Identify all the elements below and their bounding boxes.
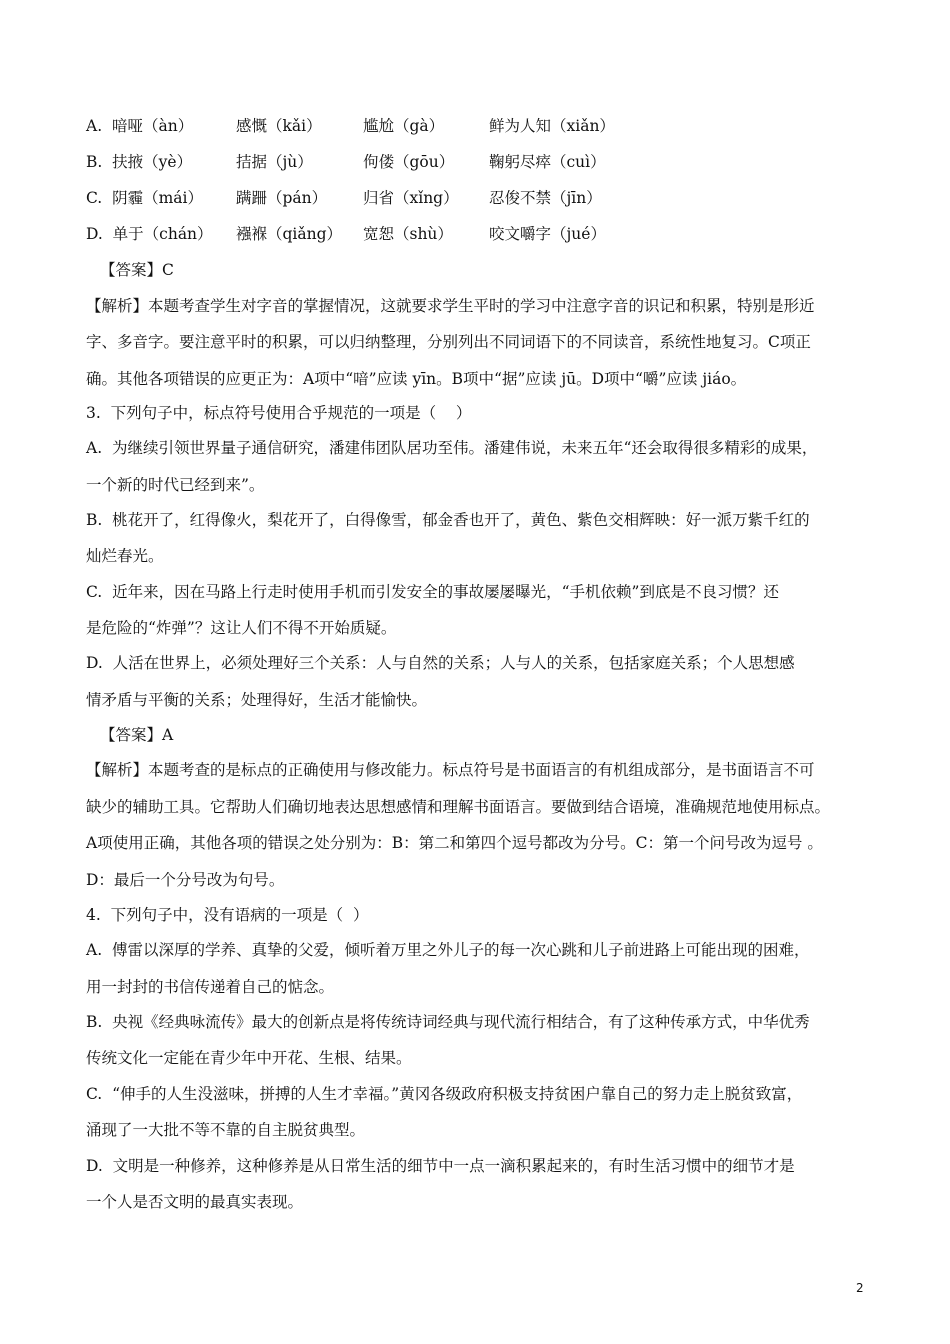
question-option-continued: 用一封封的书信传递着自己的惦念。: [86, 978, 335, 996]
option-item: A. 喑哑（àn）: [86, 117, 194, 135]
question-3-stem: 3. 下列句子中，标点符号使用合乎规范的一项是（ ）: [86, 404, 472, 422]
option-item: 归省（xǐng）: [363, 189, 459, 207]
question-option: A. 为继续引领世界量子通信研究，潘建伟团队居功至伟。潘建伟说，未来五年“还会取得很多精彩的成果，: [86, 439, 818, 457]
question-option-continued: 一个人是否文明的最真实表现。: [86, 1193, 304, 1211]
option-item: 宽恕（shù）: [363, 225, 453, 243]
question-option-continued: 情矛盾与平衡的关系；处理得好，生活才能愉快。: [86, 691, 428, 709]
option-item: 襁褓（qiǎng）: [236, 225, 343, 243]
question-option: C. 近年来，因在马路上行走时使用手机而引发安全的事故屡屡曝光，“手机依赖”到底是不良习惯？还: [86, 583, 779, 601]
question-option: D. 人活在世界上，必须处理好三个关系：人与自然的关系；人与人的关系，包括家庭关系；个人思想感: [86, 654, 795, 672]
option-item: 鲜为人知（xiǎn）: [489, 117, 615, 135]
question-option-continued: 是危险的“炸弹”？这让人们不得不开始质疑。: [86, 619, 397, 637]
option-item: 蹒跚（pán）: [236, 189, 328, 207]
question-option: A. 傅雷以深厚的学养、真挚的父爱，倾听着万里之外儿子的每一次心跳和儿子前进路上可能出现的困难，: [86, 941, 810, 959]
question-option-continued: 灿烂春光。: [86, 547, 164, 565]
analysis-text: 【解析】本题考查学生对字音的掌握情况，这就要求学生平时的学习中注意字音的识记和积累，特别是形近: [86, 297, 815, 315]
option-item: 佝偻（gōu）: [363, 153, 455, 171]
option-item: 鞠躬尽瘁（cuì）: [489, 153, 606, 171]
analysis-text: 字、多音字。要注意平时的积累，可以归纳整理，分别列出不同词语下的不同读音，系统性地复习。C项正: [86, 333, 811, 351]
question-option: C. “伸手的人生没滋味，拼搏的人生才幸福。”黄冈各级政府积极支持贫困户靠自己的努力走上脱贫致富，: [86, 1085, 803, 1103]
option-item: 拮据（jù）: [236, 153, 313, 171]
question-option-continued: 涌现了一大批不等不靠的自主脱贫典型。: [86, 1121, 366, 1139]
question-option: D. 文明是一种修养，这种修养是从日常生活的细节中一点一滴积累起来的，有时生活习惯中的细节才是: [86, 1157, 795, 1175]
answer-label-q2: 【答案】C: [100, 261, 174, 279]
page-number: 2: [856, 1281, 864, 1295]
analysis-text: 缺少的辅助工具。它帮助人们确切地表达思想感情和理解书面语言。要做到结合语境，准确规范地使用标点。: [86, 798, 831, 816]
option-item: 尴尬（gà）: [363, 117, 445, 135]
question-option: B. 央视《经典咏流传》最大的创新点是将传统诗词经典与现代流行相结合，有了这种传承方式，中华优秀: [86, 1013, 810, 1031]
question-option-continued: 一个新的时代已经到来”。: [86, 476, 265, 494]
analysis-text: D：最后一个分号改为句号。: [86, 871, 285, 889]
answer-label-q3: 【答案】A: [100, 726, 174, 744]
question-option: B. 桃花开了，红得像火，梨花开了，白得像雪，郁金香也开了，黄色、紫色交相辉映：好一派万紫千红的: [86, 511, 810, 529]
analysis-text: 确。其他各项错误的应更正为：A项中“喑”应读 yīn。B项中“据”应读 jū。D项中“嚼”应读 jiáo。: [86, 370, 747, 388]
analysis-text: A项使用正确，其他各项的错误之处分别为：B：第二和第四个逗号都改为分号。C：第一个问号改为逗号 。: [86, 834, 823, 852]
option-item: 忍俊不禁（jīn）: [489, 189, 602, 207]
option-item: C. 阴霾（mái）: [86, 189, 203, 207]
question-4-stem: 4. 下列句子中，没有语病的一项是（ ）: [86, 906, 369, 924]
option-item: B. 扶掖（yè）: [86, 153, 193, 171]
option-item: D. 单于（chán）: [86, 225, 213, 243]
question-option-continued: 传统文化一定能在青少年中开花、生根、结果。: [86, 1049, 412, 1067]
option-item: 咬文嚼字（jué）: [489, 225, 606, 243]
option-item: 感慨（kǎi）: [236, 117, 322, 135]
analysis-text: 【解析】本题考查的是标点的正确使用与修改能力。标点符号是书面语言的有机组成部分，是书面语言不可: [86, 761, 815, 779]
